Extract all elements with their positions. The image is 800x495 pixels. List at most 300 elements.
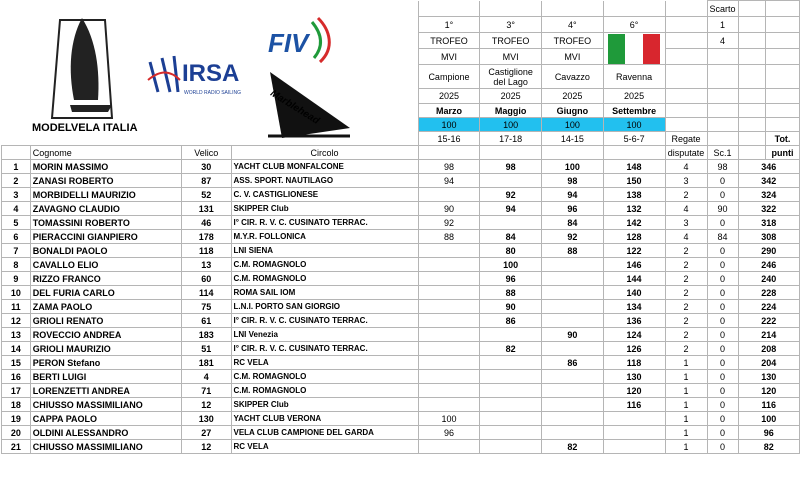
cell-pos: 11 [2, 300, 31, 314]
cell-e1: 90 [418, 202, 480, 216]
cell-reg: 1 [665, 356, 707, 370]
cell-pos: 5 [2, 216, 31, 230]
cell-e1: 92 [418, 216, 480, 230]
tot-label: Tot. [766, 132, 800, 146]
cell-pos: 21 [2, 440, 31, 454]
cell-e2: 86 [480, 314, 542, 328]
cell-reg: 4 [665, 160, 707, 174]
cell-e3 [542, 426, 604, 440]
cell-pos: 10 [2, 286, 31, 300]
fiv-text: FIV [268, 28, 309, 58]
cell-e3 [542, 258, 604, 272]
cell-sc: 0 [707, 272, 738, 286]
cell-tot: 96 [738, 426, 799, 440]
modelvela-logo-icon [52, 18, 112, 118]
cognome-header: Cognome [30, 146, 181, 160]
fiv-logo-icon [312, 18, 329, 62]
cell-e2 [480, 174, 542, 188]
cell-e1 [418, 300, 480, 314]
table-row [2, 188, 800, 202]
cell-e3 [542, 384, 604, 398]
cell-vel: 46 [181, 216, 231, 230]
cell-e3 [542, 286, 604, 300]
event-year: 2025 [418, 89, 480, 104]
cell-club: LNI SIENA [231, 244, 418, 258]
cell-e2: 80 [480, 244, 542, 258]
cell-tot: 318 [738, 216, 799, 230]
cell-sc: 0 [707, 398, 738, 412]
cell-pos: 13 [2, 328, 31, 342]
cell-e3: 88 [542, 244, 604, 258]
cell-e4: 142 [603, 216, 665, 230]
cell-e4: 136 [603, 314, 665, 328]
cell-e3: 86 [542, 356, 604, 370]
modelvela-text: MODELVELA ITALIA [32, 122, 138, 134]
cell-e4: 134 [603, 300, 665, 314]
cell-club: I° CIR. R. V. C. CUSINATO TERRAC. [231, 342, 418, 356]
cell-club: C.M. ROMAGNOLO [231, 258, 418, 272]
cell-sc: 0 [707, 244, 738, 258]
cell-vel: 131 [181, 202, 231, 216]
cell-e4: 146 [603, 258, 665, 272]
cell-e4: 126 [603, 342, 665, 356]
cell-e4: 150 [603, 174, 665, 188]
cell-pos: 16 [2, 370, 31, 384]
cell-tot: 342 [738, 174, 799, 188]
event-days: 14-15 [542, 132, 604, 146]
cell-club: YACHT CLUB MONFALCONE [231, 160, 418, 174]
table-row [2, 384, 800, 398]
cell-e3 [542, 370, 604, 384]
cell-tot: 308 [738, 230, 799, 244]
cell-e3: 92 [542, 230, 604, 244]
cell-e1 [418, 370, 480, 384]
table-row [2, 412, 800, 426]
cell-vel: 114 [181, 286, 231, 300]
cell-e4: 132 [603, 202, 665, 216]
cell-tot: 82 [738, 440, 799, 454]
cell-e4 [603, 440, 665, 454]
cell-e3: 82 [542, 440, 604, 454]
event-coef: 100 [603, 118, 665, 132]
cell-vel: 52 [181, 188, 231, 202]
cell-e2: 98 [480, 160, 542, 174]
event-year: 2025 [542, 89, 604, 104]
event-place: Ravenna [603, 65, 665, 89]
cell-sc: 0 [707, 356, 738, 370]
cell-reg: 2 [665, 272, 707, 286]
cell-e2: 90 [480, 300, 542, 314]
cell-name: CHIUSSO MASSIMILIANO [30, 398, 181, 412]
cell-sc: 0 [707, 174, 738, 188]
results-body [2, 160, 800, 454]
cell-tot: 246 [738, 258, 799, 272]
cell-reg: 2 [665, 342, 707, 356]
cell-vel: 130 [181, 412, 231, 426]
cell-e3: 98 [542, 174, 604, 188]
table-row [2, 174, 800, 188]
cell-e4: 122 [603, 244, 665, 258]
event-num: 4° [542, 17, 604, 33]
cell-e1 [418, 244, 480, 258]
cell-sc: 0 [707, 314, 738, 328]
table-row [2, 258, 800, 272]
table-row [2, 286, 800, 300]
cell-e3: 96 [542, 202, 604, 216]
cell-e2 [480, 370, 542, 384]
cell-name: BERTI LUIGI [30, 370, 181, 384]
cell-vel: 51 [181, 342, 231, 356]
cell-name: PIERACCINI GIANPIERO [30, 230, 181, 244]
cell-tot: 290 [738, 244, 799, 258]
cell-name: ZANASI ROBERTO [30, 174, 181, 188]
cell-e2: 92 [480, 188, 542, 202]
cell-club: SKIPPER Club [231, 398, 418, 412]
cell-club: C. V. CASTIGLIONESE [231, 188, 418, 202]
cell-e2: 88 [480, 286, 542, 300]
event-year: 2025 [480, 89, 542, 104]
cell-vel: 178 [181, 230, 231, 244]
cell-e2: 84 [480, 230, 542, 244]
cell-e1 [418, 356, 480, 370]
event-place: Castiglione del Lago [480, 65, 542, 89]
cell-e4: 116 [603, 398, 665, 412]
cell-vel: 30 [181, 160, 231, 174]
cell-pos: 17 [2, 384, 31, 398]
italy-flag-cell [603, 33, 665, 65]
cell-sc: 0 [707, 342, 738, 356]
scarto-label: Scarto [707, 1, 738, 17]
cell-e1 [418, 384, 480, 398]
cell-club: VELA CLUB CAMPIONE DEL GARDA [231, 426, 418, 440]
cell-name: LORENZETTI ANDREA [30, 384, 181, 398]
cell-club: I° CIR. R. V. C. CUSINATO TERRAC. [231, 314, 418, 328]
cell-pos: 3 [2, 188, 31, 202]
cell-vel: 181 [181, 356, 231, 370]
cell-e1 [418, 328, 480, 342]
cell-reg: 1 [665, 412, 707, 426]
cell-e2 [480, 216, 542, 230]
cell-reg: 2 [665, 258, 707, 272]
table-row [2, 328, 800, 342]
event-days: 17-18 [480, 132, 542, 146]
cell-vel: 61 [181, 314, 231, 328]
cell-e4: 128 [603, 230, 665, 244]
cell-vel: 12 [181, 398, 231, 412]
table-row [2, 300, 800, 314]
cell-e3 [542, 272, 604, 286]
event-month: Marzo [418, 104, 480, 118]
cell-e1: 96 [418, 426, 480, 440]
cell-tot: 214 [738, 328, 799, 342]
cell-sc: 0 [707, 370, 738, 384]
cell-e1 [418, 188, 480, 202]
cell-reg: 1 [665, 440, 707, 454]
event-class: MVI [418, 49, 480, 65]
cell-club: I° CIR. R. V. C. CUSINATO TERRAC. [231, 216, 418, 230]
cell-reg: 4 [665, 202, 707, 216]
cell-club: YACHT CLUB VERONA [231, 412, 418, 426]
cell-e3: 90 [542, 328, 604, 342]
irsa-subtext: WORLD RADIO SAILING [184, 90, 241, 96]
cell-sc: 0 [707, 188, 738, 202]
event-coef: 100 [542, 118, 604, 132]
scarto-top: 1 [707, 17, 738, 33]
event-class: MVI [542, 49, 604, 65]
cell-pos: 1 [2, 160, 31, 174]
cell-sc: 84 [707, 230, 738, 244]
cell-e4: 130 [603, 370, 665, 384]
cell-reg: 1 [665, 370, 707, 384]
table-row [2, 426, 800, 440]
cell-name: PERON Stefano [30, 356, 181, 370]
cell-tot: 346 [738, 160, 799, 174]
cell-pos: 6 [2, 230, 31, 244]
event-coef: 100 [418, 118, 480, 132]
table-row [2, 216, 800, 230]
cell-sc: 90 [707, 202, 738, 216]
event-place: Cavazzo [542, 65, 604, 89]
cell-vel: 12 [181, 440, 231, 454]
cell-tot: 116 [738, 398, 799, 412]
cell-e1 [418, 398, 480, 412]
cell-reg: 4 [665, 230, 707, 244]
cell-club: ASS. SPORT. NAUTILAGO [231, 174, 418, 188]
cell-tot: 100 [738, 412, 799, 426]
table-row [2, 230, 800, 244]
circolo-header: Circolo [231, 146, 418, 160]
cell-e3 [542, 398, 604, 412]
irsa-logo-icon [148, 56, 180, 92]
cell-e3: 100 [542, 160, 604, 174]
cell-e1: 88 [418, 230, 480, 244]
cell-e1 [418, 272, 480, 286]
cell-e4: 138 [603, 188, 665, 202]
cell-e4: 118 [603, 356, 665, 370]
cell-e2 [480, 356, 542, 370]
event-trofeo: TROFEO [418, 33, 480, 49]
cell-e2: 96 [480, 272, 542, 286]
cell-e2: 82 [480, 342, 542, 356]
table-row [2, 272, 800, 286]
cell-club: C.M. ROMAGNOLO [231, 384, 418, 398]
cell-name: MORBIDELLI MAURIZIO [30, 188, 181, 202]
cell-reg: 2 [665, 188, 707, 202]
table-row [2, 370, 800, 384]
table-row [2, 342, 800, 356]
cell-e2 [480, 384, 542, 398]
cell-vel: 75 [181, 300, 231, 314]
cell-vel: 118 [181, 244, 231, 258]
cell-club: C.M. ROMAGNOLO [231, 272, 418, 286]
cell-pos: 18 [2, 398, 31, 412]
cell-pos: 8 [2, 258, 31, 272]
cell-name: ROVECCIO ANDREA [30, 328, 181, 342]
cell-tot: 222 [738, 314, 799, 328]
event-month: Maggio [480, 104, 542, 118]
cell-e2: 100 [480, 258, 542, 272]
cell-name: CAVALLO ELIO [30, 258, 181, 272]
cell-reg: 1 [665, 398, 707, 412]
cell-e1 [418, 286, 480, 300]
table-row [2, 440, 800, 454]
cell-e3: 94 [542, 188, 604, 202]
cell-name: DEL FURIA CARLO [30, 286, 181, 300]
cell-e4: 144 [603, 272, 665, 286]
cell-tot: 322 [738, 202, 799, 216]
cell-pos: 14 [2, 342, 31, 356]
cell-reg: 3 [665, 174, 707, 188]
event-class: MVI [480, 49, 542, 65]
cell-vel: 87 [181, 174, 231, 188]
cell-vel: 60 [181, 272, 231, 286]
cell-name: ZAVAGNO CLAUDIO [30, 202, 181, 216]
cell-e3 [542, 342, 604, 356]
disputate-header: disputate [665, 146, 707, 160]
cell-e3 [542, 314, 604, 328]
cell-pos: 12 [2, 314, 31, 328]
velico-header: Velico [181, 146, 231, 160]
cell-tot: 228 [738, 286, 799, 300]
event-days: 15-16 [418, 132, 480, 146]
cell-vel: 183 [181, 328, 231, 342]
cell-e1: 98 [418, 160, 480, 174]
cell-tot: 224 [738, 300, 799, 314]
cell-vel: 71 [181, 384, 231, 398]
cell-name: CAPPA PAOLO [30, 412, 181, 426]
cell-name: CHIUSSO MASSIMILIANO [30, 440, 181, 454]
cell-e1: 94 [418, 174, 480, 188]
cell-reg: 3 [665, 216, 707, 230]
cell-pos: 2 [2, 174, 31, 188]
logos-area [0, 0, 418, 145]
cell-e2: 94 [480, 202, 542, 216]
italy-flag-icon [608, 34, 660, 64]
cell-e2 [480, 328, 542, 342]
cell-vel: 13 [181, 258, 231, 272]
cell-tot: 204 [738, 356, 799, 370]
event-num: 3° [480, 17, 542, 33]
cell-vel: 4 [181, 370, 231, 384]
cell-sc: 0 [707, 258, 738, 272]
cell-sc: 0 [707, 426, 738, 440]
cell-tot: 120 [738, 384, 799, 398]
cell-pos: 4 [2, 202, 31, 216]
cell-reg: 2 [665, 328, 707, 342]
cell-sc: 0 [707, 286, 738, 300]
cell-reg: 2 [665, 286, 707, 300]
sc1-header: Sc.1 [707, 146, 738, 160]
cell-sc: 0 [707, 300, 738, 314]
cell-club: RC VELA [231, 356, 418, 370]
cell-e2 [480, 426, 542, 440]
event-year: 2025 [603, 89, 665, 104]
cell-e2 [480, 440, 542, 454]
cell-club: L.N.I. PORTO SAN GIORGIO [231, 300, 418, 314]
cell-club: M.Y.R. FOLLONICA [231, 230, 418, 244]
cell-tot: 240 [738, 272, 799, 286]
cell-pos: 15 [2, 356, 31, 370]
cell-club: LNI Venezia [231, 328, 418, 342]
cell-e3 [542, 300, 604, 314]
cell-club: ROMA SAIL IOM [231, 286, 418, 300]
cell-e4 [603, 426, 665, 440]
cell-e4: 120 [603, 384, 665, 398]
cell-reg: 2 [665, 244, 707, 258]
cell-e1 [418, 440, 480, 454]
cell-sc: 0 [707, 328, 738, 342]
cell-name: BONALDI PAOLO [30, 244, 181, 258]
cell-e2 [480, 398, 542, 412]
cell-tot: 324 [738, 188, 799, 202]
table-row [2, 202, 800, 216]
cell-sc: 0 [707, 440, 738, 454]
cell-e4 [603, 412, 665, 426]
table-row [2, 314, 800, 328]
cell-name: RIZZO FRANCO [30, 272, 181, 286]
cell-e1: 100 [418, 412, 480, 426]
event-num: 6° [603, 17, 665, 33]
cell-sc: 0 [707, 412, 738, 426]
event-month: Giugno [542, 104, 604, 118]
table-row [2, 160, 800, 174]
regate-label: Regate [665, 132, 707, 146]
cell-club: C.M. ROMAGNOLO [231, 370, 418, 384]
table-row [2, 356, 800, 370]
cell-tot: 130 [738, 370, 799, 384]
cell-sc: 98 [707, 160, 738, 174]
cell-e4: 124 [603, 328, 665, 342]
cell-reg: 1 [665, 384, 707, 398]
cell-e4: 140 [603, 286, 665, 300]
cell-club: SKIPPER Club [231, 202, 418, 216]
cell-name: ZAMA PAOLO [30, 300, 181, 314]
cell-name: TOMASSINI ROBERTO [30, 216, 181, 230]
cell-name: MORIN MASSIMO [30, 160, 181, 174]
event-days: 5-6-7 [603, 132, 665, 146]
cell-e4: 148 [603, 160, 665, 174]
cell-e1 [418, 258, 480, 272]
cell-vel: 27 [181, 426, 231, 440]
cell-pos: 19 [2, 412, 31, 426]
event-place: Campione [418, 65, 480, 89]
cell-e3 [542, 412, 604, 426]
cell-reg: 2 [665, 314, 707, 328]
cell-pos: 7 [2, 244, 31, 258]
event-num: 1° [418, 17, 480, 33]
cell-e1 [418, 342, 480, 356]
cell-name: OLDINI ALESSANDRO [30, 426, 181, 440]
table-row [2, 398, 800, 412]
cell-tot: 208 [738, 342, 799, 356]
cell-club: RC VELA [231, 440, 418, 454]
event-month: Settembre [603, 104, 665, 118]
irsa-text: IRSA [182, 60, 240, 87]
punti-header: punti [766, 146, 800, 160]
event-trofeo: TROFEO [480, 33, 542, 49]
event-coef: 100 [480, 118, 542, 132]
marblehead-text: Marblehead [268, 88, 322, 127]
cell-name: GRIOLI MAURIZIO [30, 342, 181, 356]
cell-e2 [480, 412, 542, 426]
event-trofeo: TROFEO [542, 33, 604, 49]
cell-name: GRIOLI RENATO [30, 314, 181, 328]
cell-reg: 1 [665, 426, 707, 440]
table-row [2, 244, 800, 258]
cell-reg: 2 [665, 300, 707, 314]
scarto-bottom: 4 [707, 33, 738, 49]
cell-e1 [418, 314, 480, 328]
